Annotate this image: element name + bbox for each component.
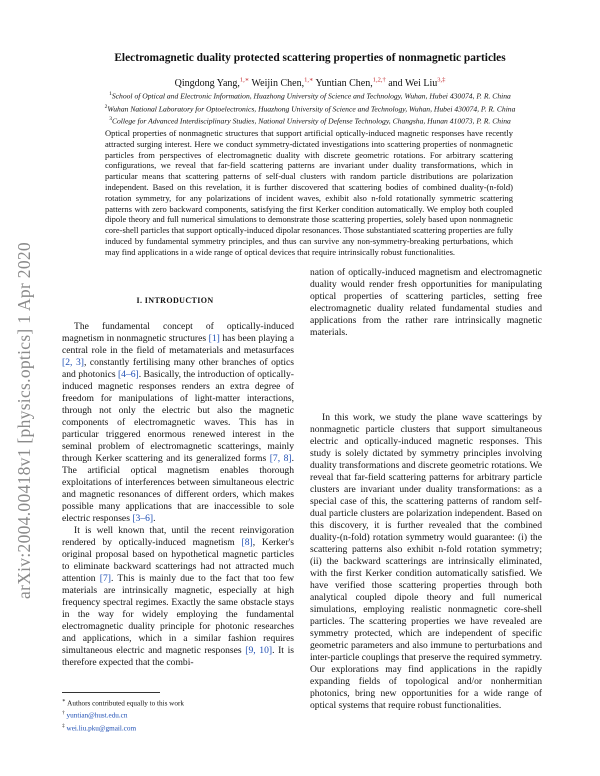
- email-link[interactable]: yuntian@hust.edu.cn: [66, 711, 128, 720]
- abstract: Optical properties of nonmagnetic structures that support artificial optically-induced magnetic responses have recently attracted surging interest. Here we conduct symmetry-dictated investigations into scattering properties of nonmagnetic particles from perspectives of electromagnetic duality with discrete geometric rotations. For arbitrary scattering configurations, we reveal that far-field scattering patterns are invariant under duality transformations, which in particular means that scattering patterns of self-dual clusters with random particle distributions are polarization independent. Based on this revelation, it is further discovered that scattering bodies of combined duality-(n-fold) rotation symmetry, for any polarizations of incident waves, exhibit also n-fold rotationally symmetric scattering patterns with zero backward components, satisfying the first Kerker condition automatically. We employ both coupled dipole theory and full numerical simulations to demonstrate those scattering properties, solely based upon nonmagnetic core-shell particles that support optically-induced dipolar resonances. Those substantiated scattering properties are fully induced by fundamental symmetry principles, and thus can survive any non-symmetry-breaking perturbations, which may find applications in a wide range of optical devices that require intrinsically robust functionalities.: [105, 128, 513, 257]
- affiliation: $^1$School of Optical and Electronic Information, Huazhong University of Science and Technology, Wuhan, Hubei 430074, P. R. China: [109, 91, 511, 101]
- author-affiliation-mark[interactable]: 1,∗: [304, 77, 314, 84]
- affiliation: $^3$College for Advanced Interdisciplinary Studies, National University of Defense Technology, Changsha, Hunan 410073, P. R. China: [109, 116, 511, 126]
- author: Weijin Chen,$^{1,∗}$: [251, 77, 314, 90]
- author-affiliation-mark[interactable]: 3,‡: [437, 77, 446, 84]
- affiliation: $^2$Wuhan National Laboratory for Optoelectronics, Huazhong University of Science and Technology, Wuhan, Hubei 430074, P. R. China: [104, 103, 516, 114]
- citation-link[interactable]: [7, 8]: [269, 453, 292, 464]
- intro-paragraph-2: It is well known that, until the recent reinvigoration rendered by optically-induced magnetism [8], Kerker's original proposal based on hypothetical magnetic particles to eliminate backward scatterings had not attracted much attention [7]. This is mainly due to the fact that too few materials are intrinsically magnetic, especially at high frequency spectral regimes. Exactly the same obstacle stays in the way for widely employing the fundamental electromagnetic duality principle for photonic researches and applications, which in a similar fashion requires simultaneous electric and magnetic responses [9, 10]. It is therefore expected that the combi-: [62, 525, 294, 668]
- paper-title: Electromagnetic duality protected scattering properties of nonmagnetic particles: [114, 52, 506, 64]
- left-column: [62, 321, 294, 669]
- author: and Wei Liu$^{3,\ddagger}$: [388, 77, 446, 90]
- intro-paragraph-3: In this work, we study the plane wave scatterings by nonmagnetic particle clusters that support simultaneous electric and optically-induced magnetic responses. This study is solely dictated by symmetry principles involving duality transformations and discrete geometric rotations. We reveal that far-field scattering patterns for arbitrary particle clusters are invariant under duality transformations: as a special case of this, the scattering patterns of random self-dual particle clusters are polarization independent. Based on this discovery, it is further revealed that the combined duality-(n-fold) rotation symmetry would guarantee: (i) the scattering patterns also exhibit n-fold rotation symmetry; (ii) the backward scatterings are intrinsically eliminated, with the first Kerker condition automatically satisfied. We have verified those scattering properties through both analytical coupled dipole theory and full numerical simulations, employing realistic nonmagnetic core-shell particles. The scattering properties we have revealed are symmetry protected, which are independent of specific geometric parameters and also immune to perturbations and inter-particle couplings that preserve the required symmetry. Our explorations may find applications in the rapidly expanding fields of topological and/or nonhermitian photonics, bring new opportunities for a wide range of optical systems that require robust functionalities.: [310, 412, 542, 711]
- author: Qingdong Yang,$^{1,∗}$: [174, 77, 250, 90]
- citation-link[interactable]: [2, 3]: [62, 357, 84, 368]
- footnote: ∗ Authors contributed equally to this work: [62, 698, 184, 708]
- footnotes: [62, 696, 294, 733]
- citation-link[interactable]: [8]: [241, 537, 253, 548]
- arxiv-stamp: [2, 200, 46, 640]
- citation-link[interactable]: [9, 10]: [245, 645, 273, 656]
- author: Yuntian Chen,$^{1,2,\dagger}$: [315, 77, 386, 90]
- author-affiliation-mark[interactable]: 1,2,†: [372, 77, 386, 84]
- affiliations: [60, 89, 560, 127]
- author-affiliation-mark[interactable]: 1,∗: [239, 77, 250, 84]
- citation-link[interactable]: [4–6]: [117, 369, 139, 380]
- section-heading: I. INTRODUCTION: [136, 296, 214, 305]
- citation-link[interactable]: [1]: [208, 333, 220, 344]
- author-list: [60, 76, 560, 89]
- citation-link[interactable]: [3–6]: [132, 513, 154, 524]
- right-column-continuation: [310, 267, 542, 339]
- footnote-rule: [62, 692, 160, 693]
- arxiv-identifier: arXiv:2004.00418v1 [physics.optics] 1 Apr 2020: [13, 241, 34, 599]
- email-link[interactable]: wei.liu.pku@gmail.com: [66, 724, 137, 733]
- intro-paragraph-continued: nation of optically-induced magnetism and electromagnetic duality would render fresh opportunities for manipulating optical properties of scattering particles, setting free electromagnetic duality related fundamental studies and applications from the rather rare intrinsically magnetic materials.: [310, 267, 542, 338]
- intro-paragraph-1: The fundamental concept of optically-induced magnetism in nonmagnetic structures [1] has been playing a central role in the field of metamaterials and metasurfaces [2, 3], constantly fertilising many other branches of optics and photonics [4–6]. Basically, the introduction of optically-induced magnetic responses renders an extra degree of freedom for manipulations of light-matter interactions, through not only the electric but also the magnetic components of electromagnetic waves. This has in particular triggered enormous renewed interest in the seminal problem of electromagnetic scatterings, mainly through Kerker scattering and its generalized forms [7, 8]. The artificial optical magnetism enables thorough exploitations of interferences between simultaneous electric and magnetic resonances of different orders, which makes possible many applications that are inaccessible to sole electric responses [3–6].: [62, 321, 295, 524]
- citation-link[interactable]: [7]: [99, 573, 111, 584]
- footnote: † yuntian@hust.edu.cn: [62, 710, 128, 720]
- right-column: [310, 412, 542, 712]
- footnote: ‡ wei.liu.pku@gmail.com: [62, 722, 137, 733]
